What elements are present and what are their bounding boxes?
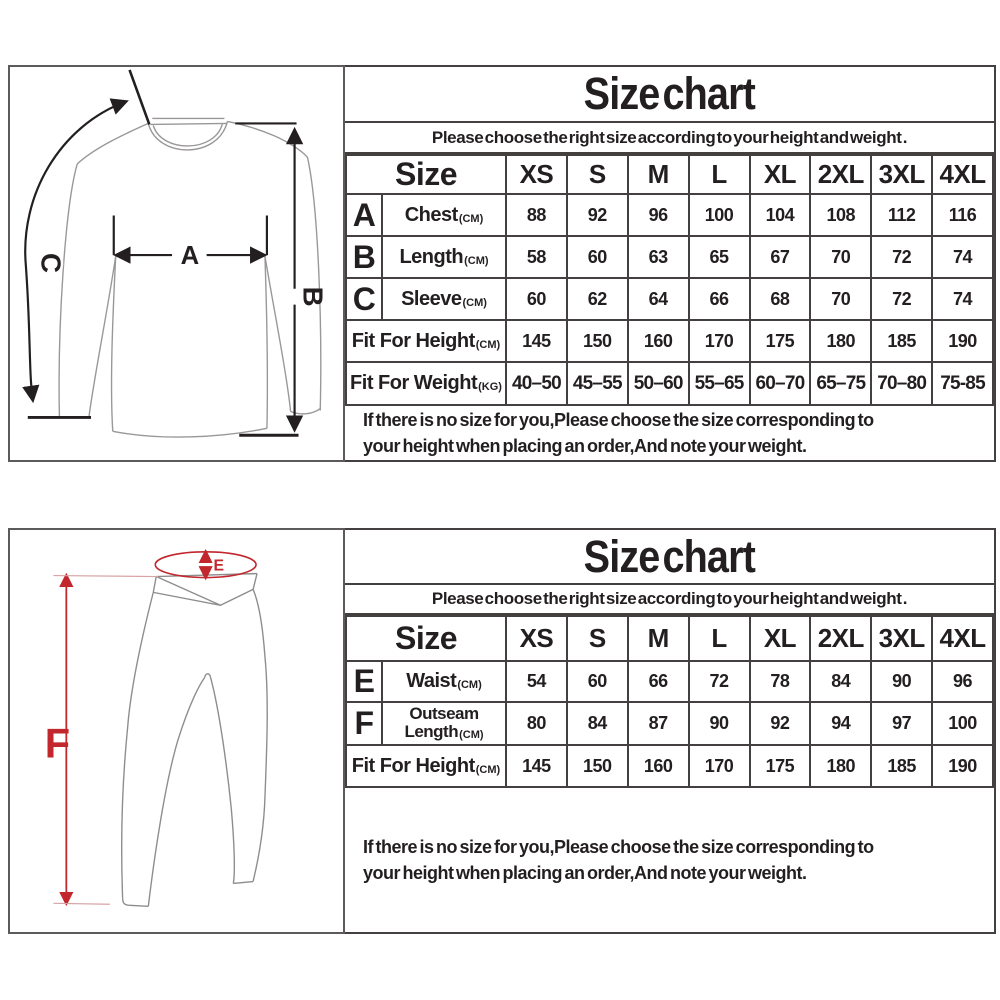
size-value: 112: [871, 194, 932, 236]
size-value: 65–75: [810, 362, 871, 405]
sleeve-c-arrow: [25, 102, 125, 400]
label-a: A: [180, 241, 200, 271]
shirt-outline: [59, 118, 321, 437]
row-letter: C: [346, 278, 382, 320]
row-unit: (CM): [464, 254, 489, 267]
pants-size-table: [345, 615, 994, 788]
red-measurement-marks: [66, 552, 256, 904]
row-label: Sleeve(CM): [382, 278, 506, 320]
row-unit: (KG): [478, 381, 502, 393]
size-col-xl: XL: [750, 155, 811, 194]
row-label: Length(CM): [382, 236, 506, 278]
note-box: [345, 788, 994, 932]
size-value: 72: [871, 236, 932, 278]
size-col-l: L: [689, 155, 750, 194]
size-value: 65: [689, 236, 750, 278]
size-value: 58: [506, 236, 567, 278]
size-header-row: [346, 616, 993, 661]
note-line-1: If there is no size for you,Please choose the size corresponding to: [363, 836, 874, 857]
row-unit: (CM): [475, 338, 501, 351]
size-value: 50–60: [628, 362, 689, 405]
size-table-row: [346, 702, 993, 745]
size-value: 63: [628, 236, 689, 278]
shirt-measurement-diagram: [10, 67, 343, 460]
size-col-m: M: [628, 155, 689, 194]
size-col-xs: XS: [506, 155, 567, 194]
size-value: 80: [506, 702, 567, 745]
size-table-row: [346, 745, 993, 787]
size-value: 90: [871, 661, 932, 702]
chart-title: Size chart: [345, 530, 994, 585]
size-col-2xl: 2XL: [810, 155, 871, 194]
size-table-row: [346, 362, 993, 405]
size-col-l: L: [689, 616, 750, 661]
row-letter: B: [346, 236, 382, 278]
label-b: B: [297, 286, 329, 307]
size-value: 190: [932, 320, 993, 362]
size-value: 62: [567, 278, 628, 320]
collar-pointer-line: [130, 70, 150, 124]
size-value: 66: [689, 278, 750, 320]
label-c: C: [35, 252, 67, 274]
pants-outline: [122, 574, 267, 907]
size-value: 60–70: [750, 362, 811, 405]
row-unit: (CM): [458, 212, 484, 225]
size-col-3xl: 3XL: [871, 616, 932, 661]
size-col-m: M: [628, 616, 689, 661]
size-value: 175: [750, 745, 811, 787]
size-value: 150: [567, 320, 628, 362]
size-value: 84: [567, 702, 628, 745]
row-letter: E: [346, 661, 382, 702]
size-value: 116: [932, 194, 993, 236]
row-letter: F: [346, 702, 382, 745]
size-table-row: [346, 194, 993, 236]
row-unit: (CM): [457, 679, 482, 691]
size-value: 45–55: [567, 362, 628, 405]
label-e: E: [213, 557, 225, 575]
size-value: 74: [932, 236, 993, 278]
chart-title: Size chart: [345, 67, 994, 123]
size-value: 180: [810, 320, 871, 362]
shirt-chart-box: [345, 65, 996, 462]
size-value: 90: [689, 702, 750, 745]
note-box: [345, 406, 994, 460]
size-value: 84: [810, 661, 871, 702]
pants-size-chart-section: [8, 528, 996, 934]
size-col-4xl: 4XL: [932, 616, 993, 661]
size-col-s: S: [567, 155, 628, 194]
shirt-size-chart-section: [8, 65, 996, 462]
size-value: 60: [506, 278, 567, 320]
size-value: 55–65: [689, 362, 750, 405]
size-value: 66: [628, 661, 689, 702]
size-value: 72: [689, 661, 750, 702]
row-unit: (CM): [459, 729, 484, 742]
row-unit: (CM): [475, 763, 501, 776]
size-value: 64: [628, 278, 689, 320]
size-value: 108: [810, 194, 871, 236]
size-value: 72: [871, 278, 932, 320]
size-value: 70: [810, 278, 871, 320]
row-letter: A: [346, 194, 382, 236]
pants-chart-box: [345, 528, 996, 934]
size-value: 94: [810, 702, 871, 745]
size-value: 145: [506, 745, 567, 787]
row-label-line1: Outseam: [409, 704, 479, 724]
size-value: 97: [871, 702, 932, 745]
note-line-1: If there is no size for you,Please choose the size corresponding to: [363, 409, 874, 430]
size-value: 67: [750, 236, 811, 278]
size-table-row: [346, 278, 993, 320]
size-value: 78: [750, 661, 811, 702]
size-corner-label: Size: [346, 616, 506, 661]
pants-measurement-diagram: [10, 530, 343, 932]
row-label: Waist(CM): [382, 661, 506, 702]
size-value: 150: [567, 745, 628, 787]
row-label-line2: Length(CM): [404, 722, 484, 742]
size-value: 170: [689, 745, 750, 787]
label-f: F: [44, 719, 71, 767]
size-col-4xl: 4XL: [932, 155, 993, 194]
size-value: 40–50: [506, 362, 567, 405]
shirt-diagram-box: [8, 65, 345, 462]
row-label: Fit For Height(CM): [346, 745, 506, 787]
size-value: 190: [932, 745, 993, 787]
size-value: 74: [932, 278, 993, 320]
size-table-row: [346, 661, 993, 702]
row-label: Chest(CM): [382, 194, 506, 236]
chart-subtitle: Please choose the right size according to your height and weight .: [345, 585, 994, 615]
size-col-s: S: [567, 616, 628, 661]
note-line-2: your height when placing an order,And note your weight.: [363, 863, 807, 883]
size-value: 75-85: [932, 362, 993, 405]
size-table-row: [346, 320, 993, 362]
size-value: 96: [628, 194, 689, 236]
size-value: 160: [628, 320, 689, 362]
size-value: 70–80: [871, 362, 932, 405]
size-value: 170: [689, 320, 750, 362]
shirt-size-table: [345, 154, 994, 406]
row-label: Fit For Weight(KG): [346, 362, 506, 405]
size-value: 68: [750, 278, 811, 320]
size-header-row: [346, 155, 993, 194]
size-value: 88: [506, 194, 567, 236]
size-col-xs: XS: [506, 616, 567, 661]
size-value: 104: [750, 194, 811, 236]
size-value: 100: [689, 194, 750, 236]
size-value: 70: [810, 236, 871, 278]
size-value: 96: [932, 661, 993, 702]
note-line-2: your height when placing an order,And note your weight.: [363, 436, 807, 456]
size-value: 185: [871, 320, 932, 362]
size-value: 92: [750, 702, 811, 745]
size-value: 60: [567, 661, 628, 702]
row-label-twoline: [383, 705, 505, 741]
size-value: 54: [506, 661, 567, 702]
row-label: Fit For Height(CM): [346, 320, 506, 362]
chart-subtitle: Please choose the right size according to your height and weight .: [345, 123, 994, 154]
size-value: 87: [628, 702, 689, 745]
pants-diagram-box: [8, 528, 345, 934]
size-table-row: [346, 236, 993, 278]
size-col-2xl: 2XL: [810, 616, 871, 661]
size-value: 100: [932, 702, 993, 745]
size-col-xl: XL: [750, 616, 811, 661]
size-value: 185: [871, 745, 932, 787]
size-value: 175: [750, 320, 811, 362]
size-value: 92: [567, 194, 628, 236]
row-label: [382, 702, 506, 745]
size-corner-label: Size: [346, 155, 506, 194]
size-value: 60: [567, 236, 628, 278]
row-unit: (CM): [462, 296, 487, 309]
size-value: 145: [506, 320, 567, 362]
size-value: 160: [628, 745, 689, 787]
size-value: 180: [810, 745, 871, 787]
size-col-3xl: 3XL: [871, 155, 932, 194]
